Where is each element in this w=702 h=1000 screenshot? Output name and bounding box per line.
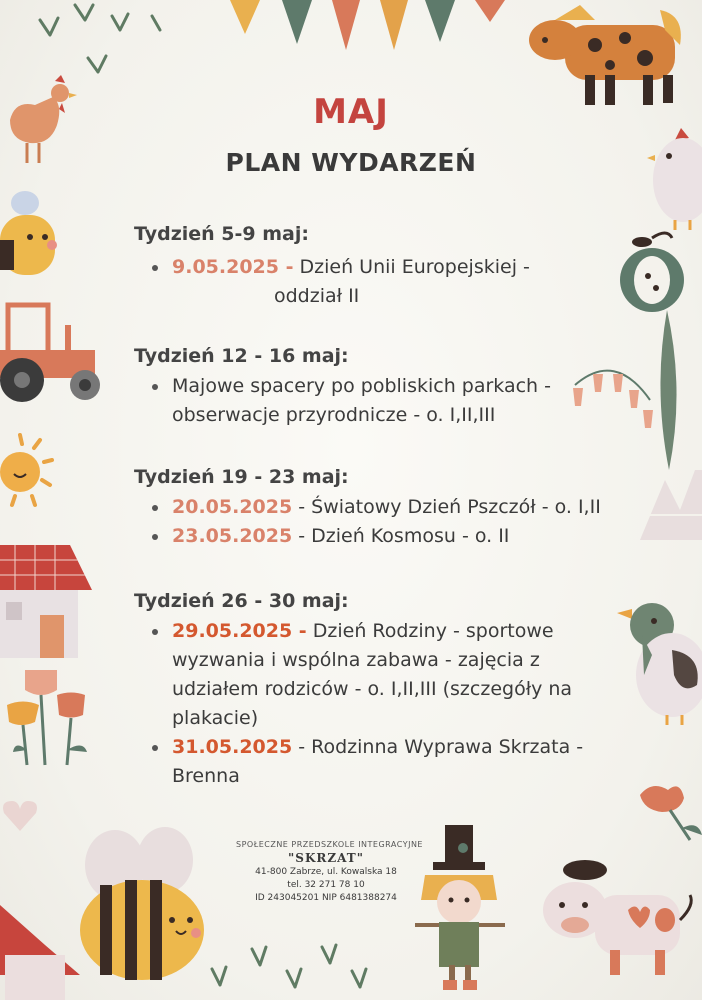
stamp-address: 41-800 Zabrze, ul. Kowalska 18: [255, 867, 397, 877]
bee-icon-large: [70, 825, 210, 985]
list-item: [150, 372, 551, 430]
event-date: 9.05.2025 -: [172, 256, 294, 278]
list-item: [150, 733, 583, 791]
event-list: [150, 372, 551, 430]
tulip-icon: [5, 670, 95, 770]
bunting-flags: [220, 0, 520, 55]
sun-icon: [0, 430, 60, 515]
week-heading: Tydzień 26 - 30 maj:: [134, 590, 349, 612]
event-text-cont: obserwacje przyrodnicze - o. I,II,III: [172, 404, 496, 426]
week-heading: Tydzień 5-9 maj:: [134, 223, 309, 245]
list-item: [150, 617, 583, 733]
list-item: [150, 522, 601, 551]
event-text-cont: plakacie): [172, 707, 259, 729]
month-title: MAJ: [313, 92, 389, 132]
list-item: [150, 253, 530, 311]
event-date: 23.05.2025: [172, 525, 293, 547]
stamp-phone: tel. 32 271 78 10: [287, 880, 365, 890]
event-text: - Światowy Dzień Pszczół - o. I,II: [292, 496, 601, 518]
list-item: [150, 493, 601, 522]
event-list: [150, 253, 530, 311]
grass-sprouts: [200, 925, 390, 995]
event-text: - Dzień Kosmosu - o. II: [292, 525, 510, 547]
house-icon: [0, 540, 95, 660]
event-text: Majowe spacery po pobliskich parkach -: [172, 375, 551, 397]
stamp-line: SPOŁECZNE PRZEDSZKOLE INTEGRACYJNE: [236, 840, 423, 849]
tractor-icon: [0, 295, 105, 410]
bellflower-icon: [565, 310, 702, 480]
event-date: 29.05.2025 -: [172, 620, 307, 642]
week-heading: Tydzień 19 - 23 maj:: [134, 466, 349, 488]
tent-icon: [640, 470, 702, 545]
event-text-cont: oddział II: [274, 285, 360, 307]
event-list: [150, 493, 601, 551]
event-text-cont: Brenna: [172, 765, 240, 787]
stamp-ids: ID 243045201 NIP 6481388274: [255, 893, 397, 903]
school-stamp: [236, 840, 423, 904]
bee-icon: [0, 185, 70, 285]
week-heading: Tydzień 12 - 16 maj:: [134, 345, 349, 367]
event-text: - Rodzinna Wyprawa Skrzata -: [292, 736, 584, 758]
event-text: Dzień Unii Europejskiej -: [293, 256, 530, 278]
flower-icon: [640, 780, 702, 855]
apple-icon: [612, 228, 702, 318]
grass-sprout-icon: [20, 0, 170, 80]
event-date: 31.05.2025: [172, 736, 293, 758]
event-text-cont: wyzwania i wspólna zabawa - zajęcia z: [172, 649, 540, 671]
event-date: 20.05.2025: [172, 496, 293, 518]
event-list: [150, 617, 583, 791]
stamp-name: "SKRZAT": [288, 851, 364, 865]
duck-icon: [612, 595, 702, 730]
page-title: PLAN WYDARZEŃ: [225, 148, 477, 177]
event-text: Dzień Rodziny - sportowe: [306, 620, 554, 642]
heart-icon: [0, 795, 40, 835]
event-text-cont: udziałem rodziców - o. I,II,III (szczegóły na: [172, 678, 573, 700]
cow-icon: [540, 850, 700, 985]
